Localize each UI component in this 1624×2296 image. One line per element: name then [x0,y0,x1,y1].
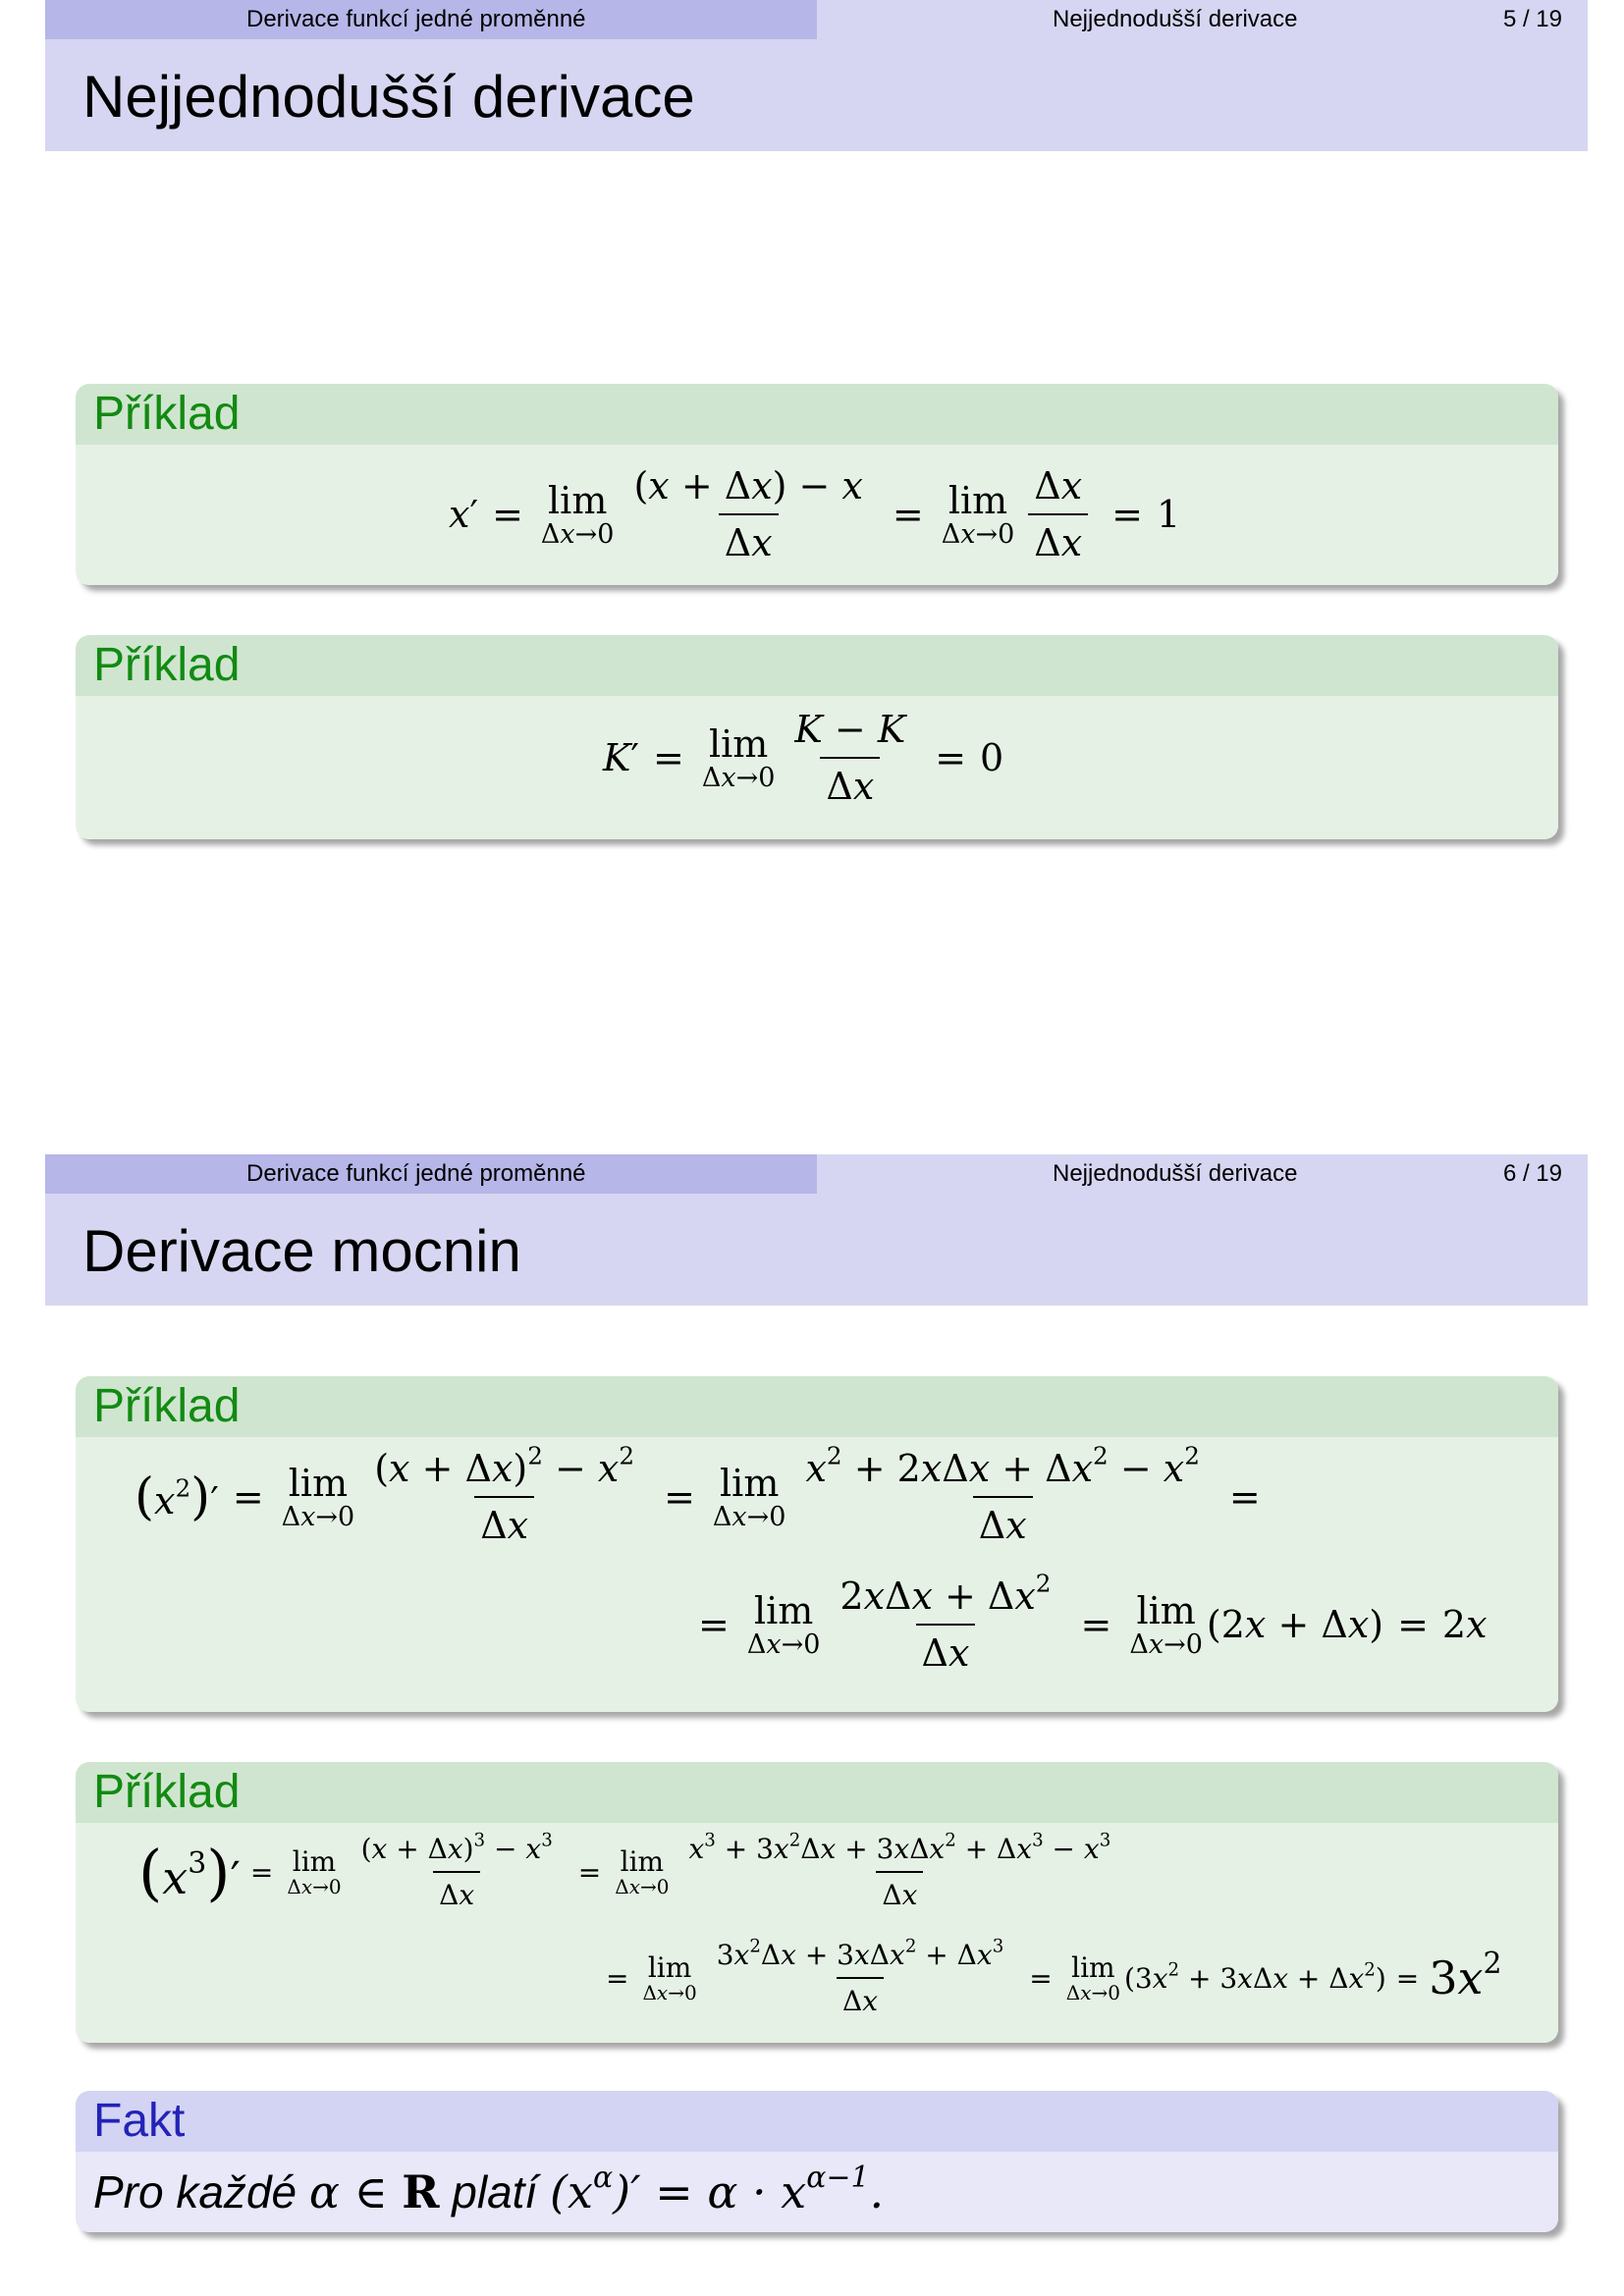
example-block [76,1762,1558,2043]
slide-5 [45,0,1588,808]
formula-x2-line1: $(x^2)'$ = lim Δx→0 $\frac{(x + \Delta x)^2 - x^2}{\Delta x}$ = lim Δx→0 $\frac{x^2 + 2x\Delta x + \Delta x^2 - x^2}{\Delta x}$ = [135,1441,1261,1547]
headline-right [817,0,1588,39]
page-number: 6 / 19 [1502,1160,1562,1187]
headline-section: Nejjednodušší derivace [1053,1160,1298,1187]
headline-lecture-title: Derivace funkcí jedné proměnné [246,1160,586,1187]
frame-title [45,1194,1588,1306]
block-title: Příklad [76,635,1558,696]
example-block [76,384,1558,585]
page-title: Nejjednodušší derivace [82,64,695,130]
page-title: Derivace mocnin [82,1218,521,1284]
headline-left [45,1154,817,1194]
formula-x3-line2: = lim Δx→0 $\frac{3x^2\Delta x + 3x\Delta x^2 + \Delta x^3}{\Delta x}$ = lim Δx→0 $(3x^2 + 3x\Delta x + \Delta x^2)$ = $3x^2$ [606,1936,1502,2017]
headline [45,0,1588,39]
headline-section: Nejjednodušší derivace [1053,6,1298,32]
block-body [76,2152,1558,2232]
headline-lecture-title: Derivace funkcí jedné proměnné [246,6,586,32]
example-block [76,1376,1558,1712]
formula-x-derivative: x′ = lim Δx→0 $\frac{(x + \Delta x) - x}{\Delta x}$ = lim Δx→0 $\frac{\Delta x}{\Delta x}$ = 1 [449,464,1181,564]
block-title: Fakt [76,2091,1558,2152]
page-number: 5 / 19 [1502,6,1562,32]
headline [45,1154,1588,1194]
block-title: Příklad [76,1762,1558,1823]
frame-title [45,39,1588,151]
block-body [76,696,1558,839]
slide-6 [45,1154,1588,2218]
headline-right [817,1154,1588,1194]
example-block [76,635,1558,839]
fact-block [76,2091,1558,2232]
formula-x3-line1: $(x^3)'$ = lim Δx→0 $\frac{(x + \Delta x)^3 - x^3}{\Delta x}$ = lim Δx→0 $\frac{x^3 + 3x^2\Delta x + 3x\Delta x^2 + \Delta x^3 - x^3}{\Delta x}$ [138,1830,1111,1911]
block-body [76,445,1558,585]
formula-x2-line2: = lim Δx→0 $\frac{2x\Delta x + \Delta x^2}{\Delta x}$ = lim Δx→0 (2x + Δx) = 2x [698,1569,1488,1675]
block-body [76,1823,1558,2043]
block-title: Příklad [76,384,1558,445]
fact-statement: Pro každé α ∈ R platí $(x^\alpha)' = \alpha \cdot x^{\alpha-1}$. [93,2161,885,2218]
block-body [76,1437,1558,1712]
fact-text-mid: platí [452,2166,538,2217]
formula-constant-derivative: K′ = lim Δx→0 $\frac{K - K}{\Delta x}$ = 0 [603,708,1004,808]
headline-left [45,0,817,39]
block-title: Příklad [76,1376,1558,1437]
fact-text-pre: Pro každé [93,2166,298,2217]
